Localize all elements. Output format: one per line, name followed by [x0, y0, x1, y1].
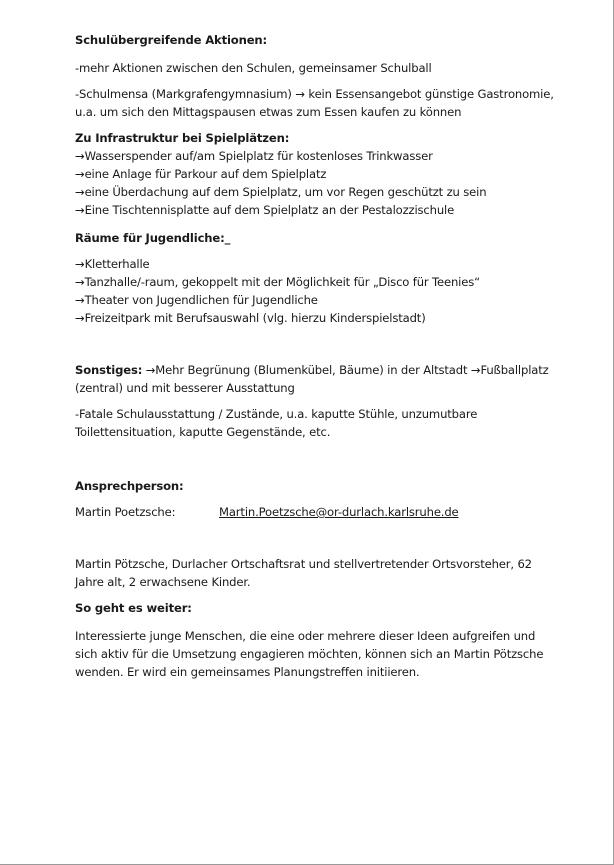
next-steps-text: Interessierte junge Menschen, die eine oder mehrere dieser Ideen aufgreifen und sich aktiv für die Umsetzung engagieren möchten, können sich an Martin Pötzsche wenden. Er wird ein gemeinsames Planungstreffen initiieren. — [75, 629, 544, 679]
schul-line-2: -Schulmensa (Markgrafengymnasium) → kein Essensangebot günstige Gastronomie, u.a. um sich den Mittagspausen etwas zum Essen kaufen zu können — [75, 87, 554, 119]
schul-line-1: -mehr Aktionen zwischen den Schulen, gemeinsamer Schulball — [75, 61, 432, 75]
raeume-item: →Kletterhalle — [75, 257, 150, 271]
raeume-item: →Freizeitpark mit Berufsauswahl (vlg. hierzu Kinderspielstadt) — [75, 311, 426, 325]
bio-paragraph: Martin Pötzsche, Durlacher Ortschaftsrat und stellvertretender Ortsvorsteher, 62 Jahre alt, 2 erwachsene Kinder. — [75, 557, 532, 589]
contact-email-link[interactable]: Martin.Poetzsche@or-durlach.karlsruhe.de — [219, 505, 459, 519]
document-body — [75, 31, 555, 681]
raeume-item: →Tanzhalle/-raum, gekoppelt mit der Möglichkeit für „Disco für Teenies“ — [75, 275, 480, 289]
sonstiges-paragraph — [75, 361, 555, 397]
contact-heading: Ansprechperson: — [75, 479, 184, 493]
infra-item: →eine Anlage für Parkour auf dem Spielplatz — [75, 167, 327, 181]
sonstiges-line-2: -Fatale Schulausstattung / Zustände, u.a. kaputte Stühle, unzumutbare Toilettensituation, kaputte Gegenstände, etc. — [75, 407, 478, 439]
infra-heading: Zu Infrastruktur bei Spielplätzen: — [75, 131, 290, 145]
infra-item: →Eine Tischtennisplatte auf dem Spielplatz an der Pestalozzischule — [75, 203, 455, 217]
raeume-heading: Räume für Jugendliche:_ — [75, 231, 231, 245]
raeume-item: →Theater von Jugendlichen für Jugendliche — [75, 293, 318, 307]
sonstiges-heading: Sonstiges: — [75, 363, 143, 377]
infra-item: →eine Überdachung auf dem Spielplatz, um vor Regen geschützt zu sein — [75, 185, 487, 199]
sonstiges-text: →Mehr Begrünung (Blumenkübel, Bäume) in der Altstadt →Fußballplatz (zentral) und mit besserer Ausstattung — [75, 363, 549, 395]
schul-heading: Schulübergreifende Aktionen: — [75, 33, 268, 47]
contact-name: Martin Poetzsche: — [75, 505, 176, 519]
contact-row — [75, 503, 555, 521]
infra-item: →Wasserspender auf/am Spielplatz für kostenloses Trinkwasser — [75, 149, 433, 163]
next-steps-heading: So geht es weiter: — [75, 601, 192, 615]
